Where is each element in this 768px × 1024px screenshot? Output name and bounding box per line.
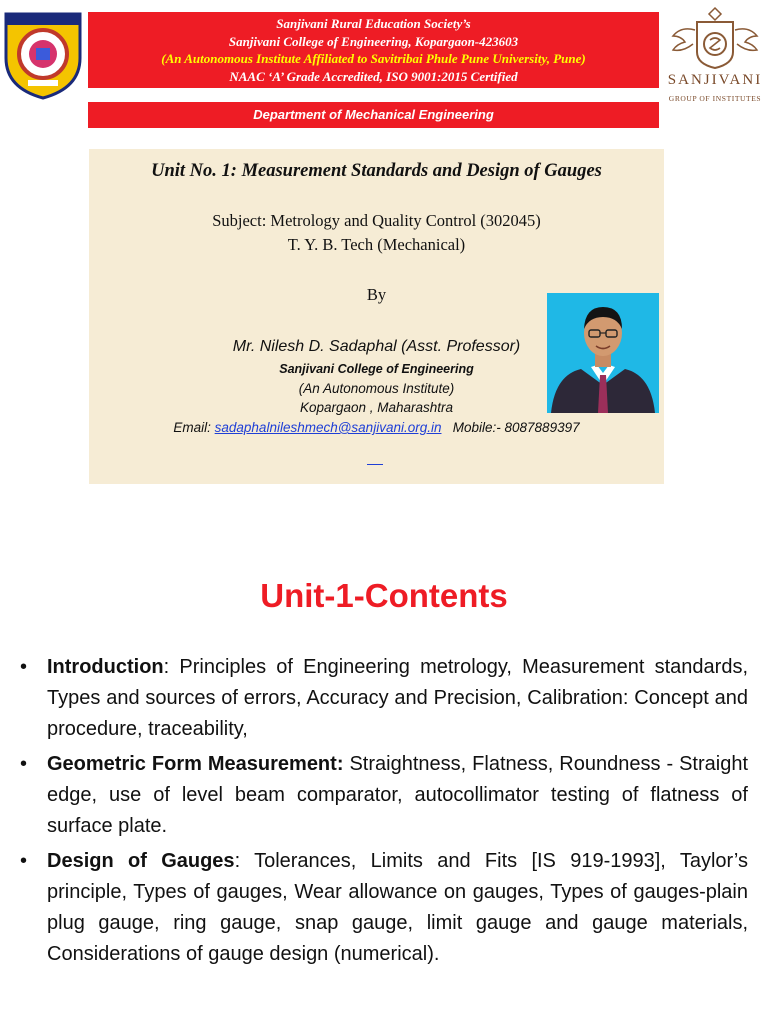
institute-banner	[88, 12, 659, 88]
contents-list	[20, 652, 748, 974]
society-name: Sanjivani Rural Education Society’s	[276, 16, 471, 31]
author-location: Kopargaon , Maharashtra	[299, 400, 454, 415]
author-photo	[547, 293, 659, 413]
bullet-icon: •	[20, 753, 28, 775]
author-college: Sanjivani College of Engineering	[279, 362, 474, 376]
brand-subtitle: GROUP OF INSTITUTES	[668, 94, 762, 103]
sanjivani-emblem-logo	[0, 10, 86, 100]
college-name: Sanjivani College of Engineering, Kopargaon-423603	[228, 33, 519, 49]
author-name: Mr. Nilesh D. Sadaphal (Asst. Professor)	[232, 338, 521, 355]
list-item	[20, 652, 748, 745]
item-heading: Introduction	[47, 656, 164, 678]
item-heading: Design of Gauges	[47, 850, 235, 872]
mobile-number: Mobile:- 8087889397	[452, 420, 580, 435]
small-hyperlink[interactable]	[367, 459, 383, 465]
brand-name: SANJIVANI	[667, 72, 763, 88]
list-item	[20, 749, 748, 842]
unit-title: Unit No. 1: Measurement Standards and Design of Gauges	[151, 161, 602, 181]
sanjivani-group-logo	[662, 2, 768, 107]
email-link[interactable]: sadaphalnileshmech@sanjivani.org.in	[214, 420, 442, 435]
accreditation-line: NAAC ‘A’ Grade Accredited, ISO 9001:2015 Certified	[229, 68, 518, 84]
author-institute-type: (An Autonomous Institute)	[298, 381, 455, 396]
subject-line: Subject: Metrology and Quality Control (302045)	[212, 211, 541, 230]
list-item	[20, 846, 748, 970]
course-line: T. Y. B. Tech (Mechanical)	[287, 235, 466, 254]
contact-line	[89, 420, 664, 435]
item-text: : Principles of Engineering metrology, Measurement standards, Types and sources of errors, Accuracy and Precision, Calibration: Concept and procedure, traceability,	[47, 656, 748, 740]
email-label: Email:	[173, 420, 215, 435]
item-text: Straightness, Flatness, Roundness - Straight edge, use of level beam comparator, autocollimator testing of flatness of surface plate.	[47, 753, 749, 837]
item-heading: Geometric Form Measurement:	[47, 753, 344, 775]
autonomy-line: (An Autonomous Institute Affiliated to Savitribai Phule Pune University, Pune)	[161, 51, 586, 66]
contents-heading: Unit-1-Contents	[260, 577, 508, 614]
department-banner: Department of Mechanical Engineering	[88, 102, 659, 128]
item-text: : Tolerances, Limits and Fits [IS 919-1993], Taylor’s principle, Types of gauges, Wear allowance on gauges, Types of gauges-plain plug gauge, ring gauge, snap gauge, limit gauge and gauge materials, Considerations of gauge design (numerical).	[47, 850, 748, 965]
bullet-icon: •	[20, 656, 28, 678]
by-line: By	[366, 285, 387, 304]
bullet-icon: •	[20, 850, 28, 872]
